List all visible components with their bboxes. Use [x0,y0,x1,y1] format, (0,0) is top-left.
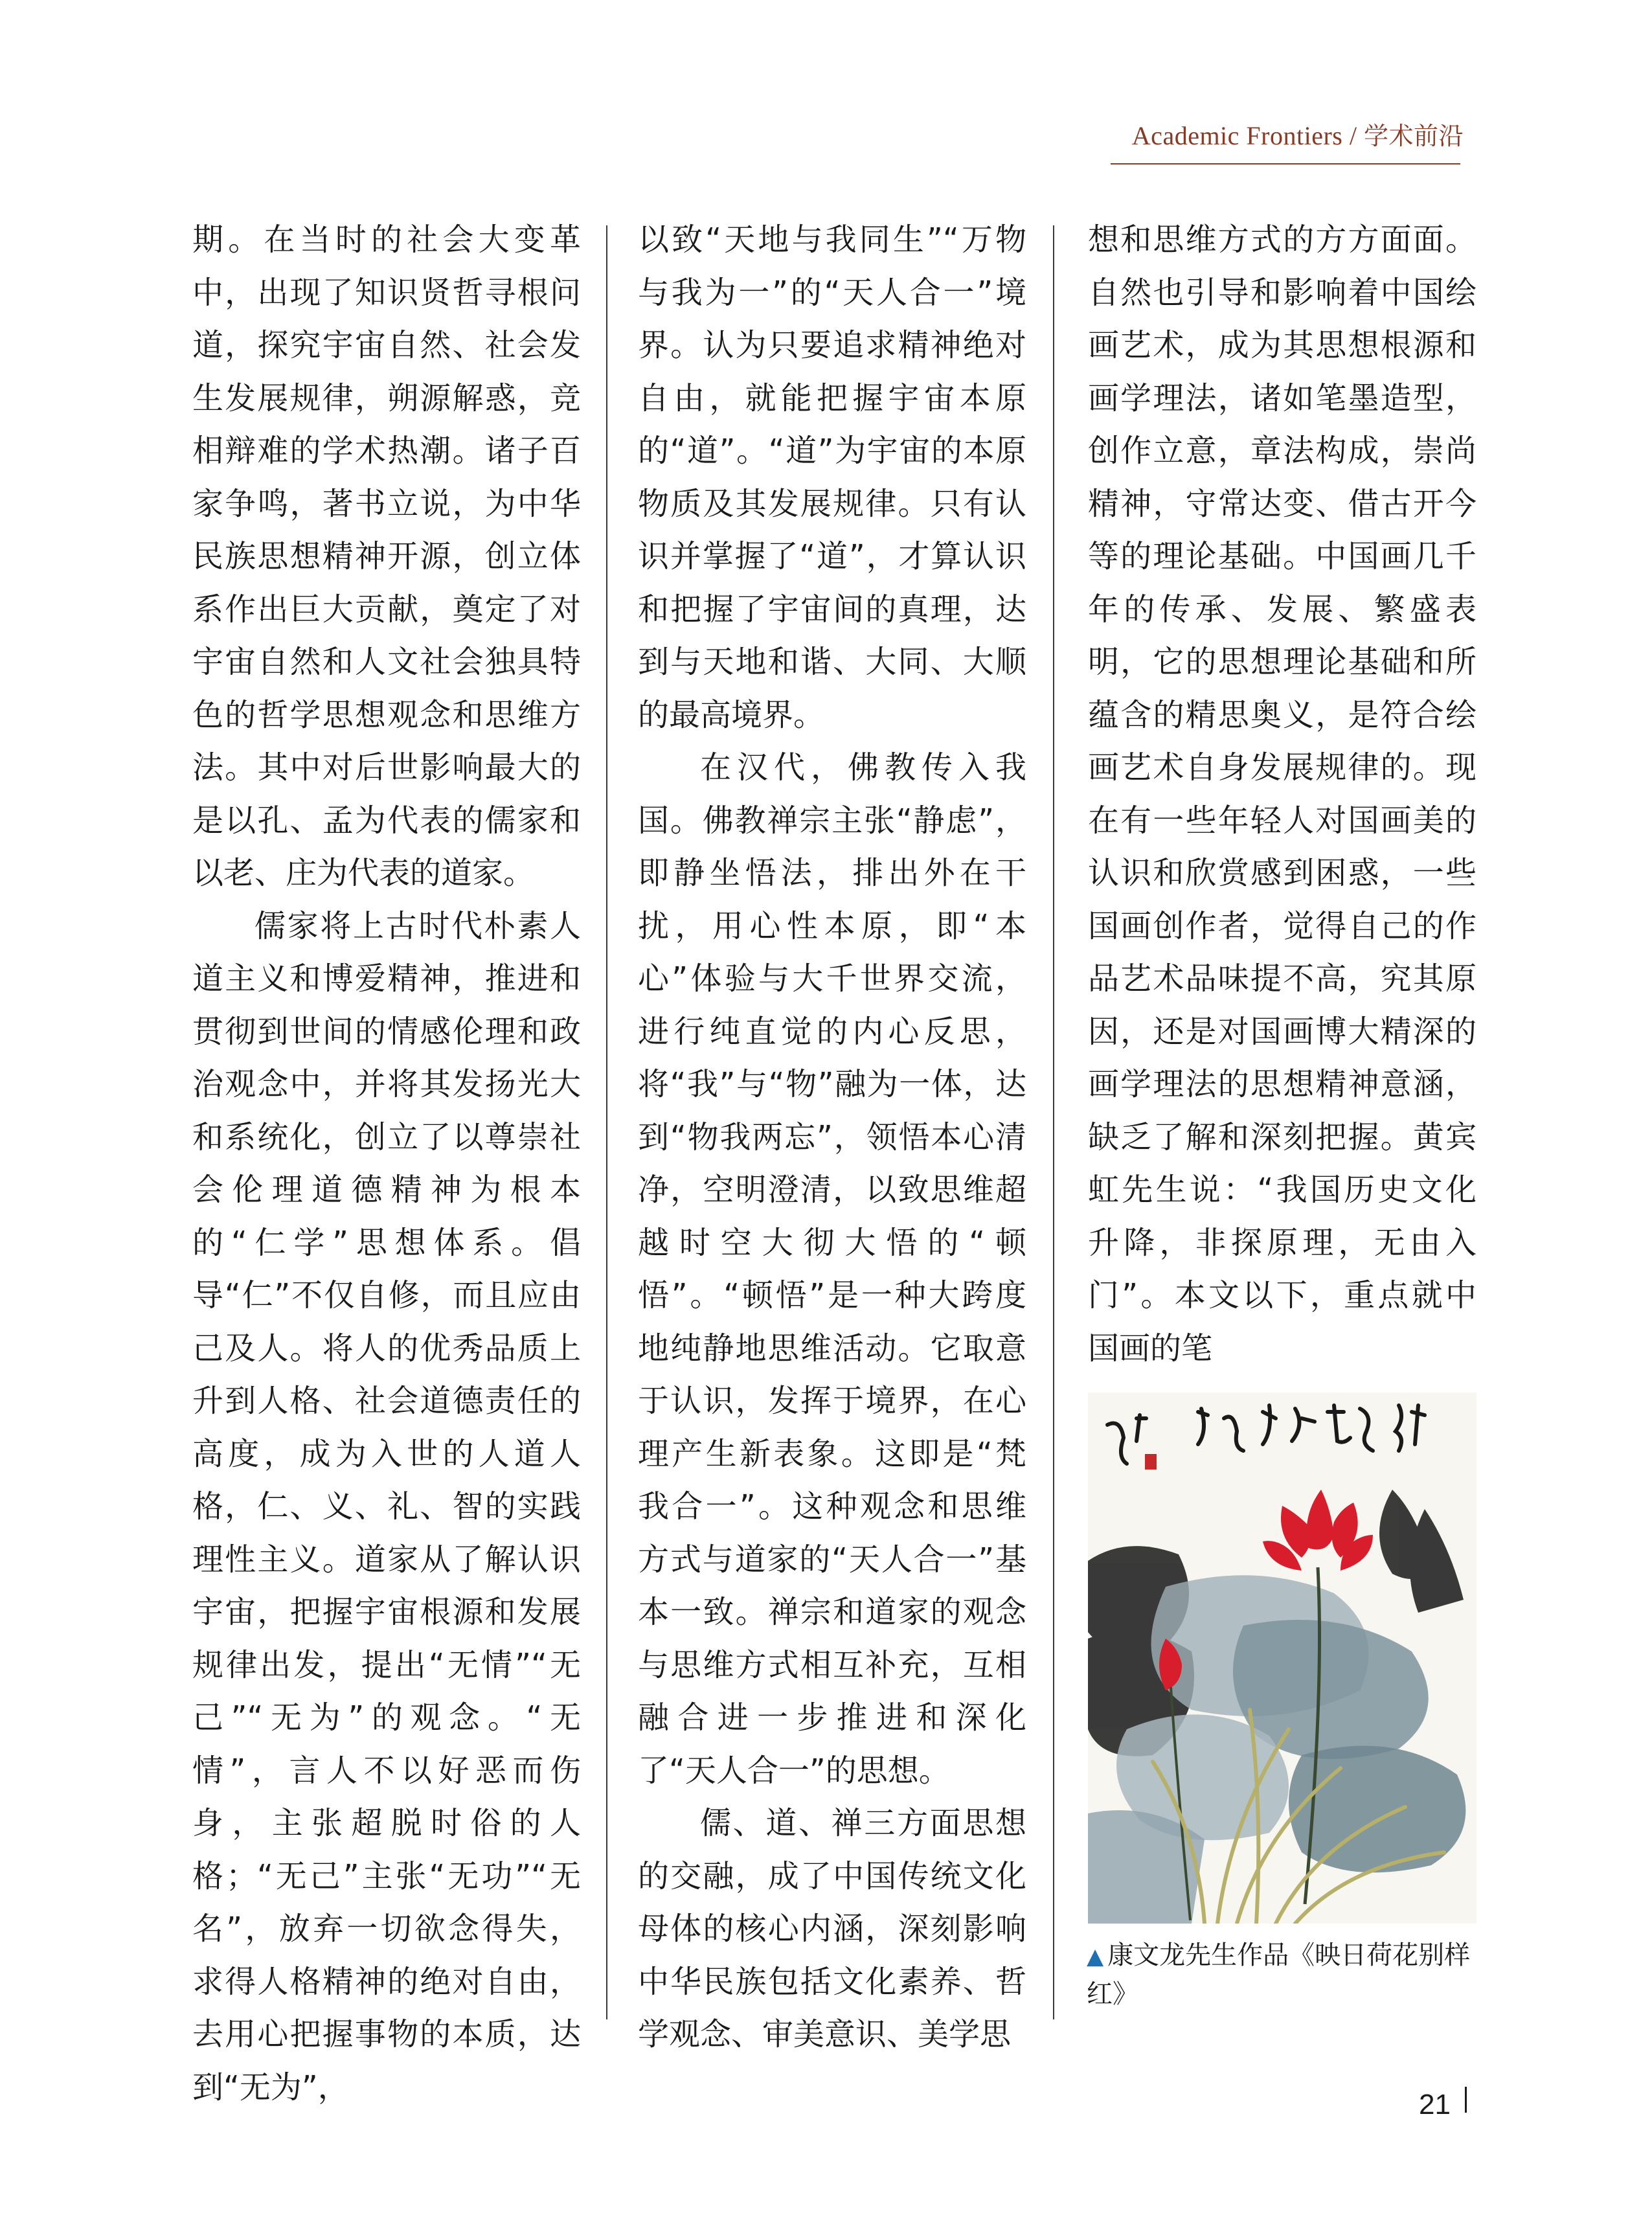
caption-text: 康文龙先生作品《映日荷花别样红》 [1087,1940,1471,2009]
text-column-3 [1088,214,1477,1375]
page-number-rule [1465,2087,1467,2113]
lotus-painting [1088,1392,1477,1924]
paragraph: 以致“天地与我同生”“万物与我为一”的“天人合一”境界。认为只要追求精神绝对自由，就能把握宇宙本原的“道”。“道”为宇宙的本原物质及其发展规律。只有认识并掌握了“道”，才算认识和把握了宇宙间的真理，达到与天地和谐、大同、大顺的最高境界。 [638,221,1026,733]
paragraph: 期。在当时的社会大变革中，出现了知识贤哲寻根问道，探究宇宙自然、社会发生发展规律，朔源解惑，竞相辩难的学术热潮。诸子百家争鸣，著书立说，为中华民族思想精神开源，创立体系作出巨大贡献，奠定了对宇宙自然和人文社会独具特色的哲学思想观念和思维方法。其中对后世影响最大的是以孔、孟为代表的儒家和以老、庄为代表的道家。 [192,221,581,891]
caption-marker-icon: ▲ [1087,1944,1104,1970]
text-column-2 [638,214,1026,2061]
figure-caption [1087,1936,1475,2013]
paragraph: 想和思维方式的方方面面。自然也引导和影响着中国绘画艺术，成为其思想根源和画学理法，诸如笔墨造型，创作立意，章法构成，崇尚精神，守常达变、借古开今等的理论基础。中国画几千年的传承、发展、繁盛表明，它的思想理论基础和所蕴含的精思奥义，是符合绘画艺术自身发展规律的。现在有一些年轻人对国画美的认识和欣赏感到困惑，一些国画创作者，觉得自己的作品艺术品味提不高，究其原因，还是对国画博大精深的画学理法的思想精神意涵，缺乏了解和深刻把握。黄宾虹先生说：“我国历史文化升降，非探原理，无由入门”。本文以下，重点就中国画的笔 [1088,221,1477,1367]
header-separator: / [1342,121,1364,150]
header-cn: 学术前沿 [1363,122,1464,150]
column-divider [606,225,607,2019]
paragraph: 儒家将上古时代朴素人道主义和博爱精神，推进和贯彻到世间的情感伦理和政治观念中，并将其发扬光大和系统化，创立了以尊崇社会伦理道德精神为根本的“仁学”思想体系。倡导“仁”不仅自修，而且应由己及人。将人的优秀品质上升到人格、社会道德责任的高度，成为入世的人道人格，仁、义、礼、智的实践理性主义。道家从了解认识宇宙，把握宇宙根源和发展规律出发，提出“无情”“无己”“无为”的观念。“无情”，言人不以好恶而伤身，主张超脱时俗的人格；“无己”主张“无功”“无名”，放弃一切欲念得失，求得人格精神的绝对自由，去用心把握事物的本质，达到“无为”， [192,907,581,2106]
text-column-1 [192,214,581,2114]
seal-stamp [1145,1454,1157,1470]
header-en: Academic Frontiers [1131,121,1343,150]
painting-figure [1088,1392,1477,1924]
header-title [1132,117,1464,155]
header-rule [1111,163,1460,165]
running-header [1101,117,1464,168]
page-number: 21 [1419,2089,1451,2120]
paragraph: 儒、道、禅三方面思想的交融，成了中国传统文化母体的核心内涵，深刻影响中华民族包括文化素养、哲学观念、审美意识、美学思 [638,1805,1026,2052]
column-divider [1053,225,1054,2019]
paragraph: 在汉代，佛教传入我国。佛教禅宗主张“静虑”，即静坐悟法，排出外在干扰，用心性本原，即“本心”体验与大千世界交流，进行纯直觉的内心反思，将“我”与“物”融为一体，达到“物我两忘”，领悟本心清净，空明澄清，以致思维超越时空大彻大悟的“顿悟”。“顿悟”是一种大跨度地纯静地思维活动。它取意于认识，发挥于境界，在心理产生新表象。这即是“梵我合一”。这种观念和思维方式与道家的“天人合一”基本一致。禅宗和道家的观念与思维方式相互补充，互相融合进一步推进和深化了“天人合一”的思想。 [638,749,1026,1789]
